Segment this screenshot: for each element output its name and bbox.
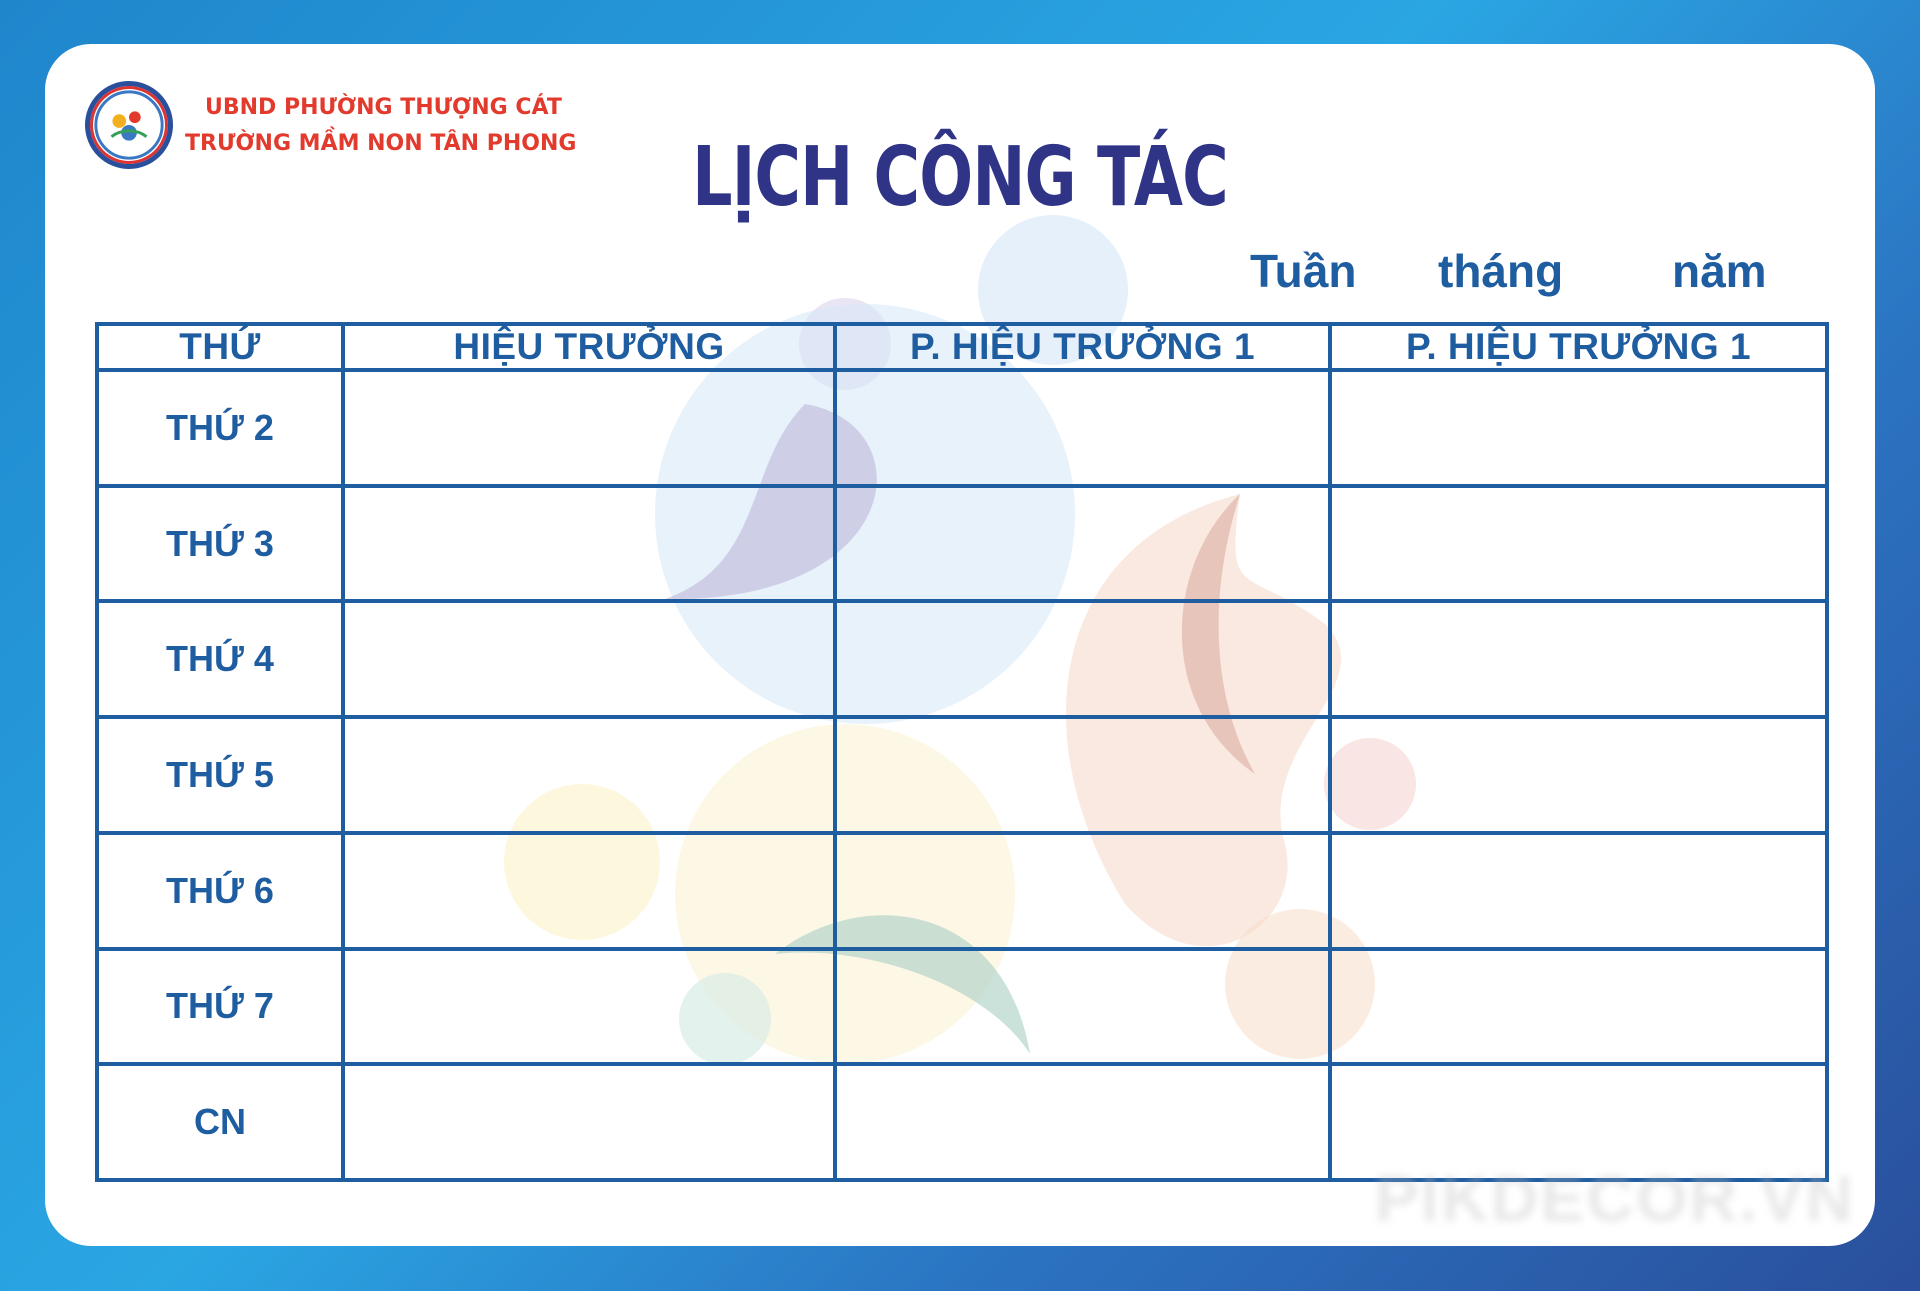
table-row: [97, 370, 1827, 486]
schedule-cell: [835, 370, 1330, 486]
schedule-cell: [835, 601, 1330, 717]
page-title: LỊCH CÔNG TÁC: [692, 130, 1228, 225]
day-label: THỨ 5: [97, 717, 343, 833]
table-row: [97, 833, 1827, 949]
schedule-cell: [1330, 370, 1827, 486]
org-line-2: TRƯỜNG MẦM NON TÂN PHONG: [185, 131, 577, 156]
schedule-cell: [343, 833, 835, 949]
schedule-cell: [1330, 949, 1827, 1065]
day-label: THỨ 6: [97, 833, 343, 949]
schedule-cell: [343, 486, 835, 602]
schedule-cell: [835, 1064, 1330, 1180]
column-header-vice-principal-2: P. HIỆU TRƯỞNG 1: [1330, 324, 1827, 370]
table-row: [97, 949, 1827, 1065]
schedule-cell: [835, 486, 1330, 602]
schedule-cell: [835, 833, 1330, 949]
schedule-cell: [1330, 833, 1827, 949]
table-header-row: [97, 324, 1827, 370]
school-logo: [85, 81, 173, 169]
schedule-cell: [343, 717, 835, 833]
week-label: Tuần: [1250, 245, 1357, 297]
table-row: [97, 601, 1827, 717]
schedule-cell: [343, 601, 835, 717]
org-line-1: UBND PHƯỜNG THƯỢNG CÁT: [205, 95, 562, 120]
schedule-cell: [343, 949, 835, 1065]
schedule-cell: [343, 1064, 835, 1180]
schedule-cell: [1330, 601, 1827, 717]
day-label: THỨ 7: [97, 949, 343, 1065]
schedule-cell: [835, 949, 1330, 1065]
day-label: THỨ 4: [97, 601, 343, 717]
watermark: PIKDECOR.VN: [1374, 1161, 1855, 1235]
table-row: [97, 717, 1827, 833]
schedule-cell: [835, 717, 1330, 833]
day-label: CN: [97, 1064, 343, 1180]
day-label: THỨ 3: [97, 486, 343, 602]
day-label: THỨ 2: [97, 370, 343, 486]
schedule-cell: [1330, 717, 1827, 833]
school-logo-icon: [90, 86, 168, 164]
schedule-board: [45, 44, 1875, 1246]
schedule-cell: [1330, 486, 1827, 602]
schedule-table: [95, 322, 1829, 1182]
year-label: năm: [1672, 245, 1767, 297]
column-header-day: THỨ: [97, 324, 343, 370]
schedule-cell: [343, 370, 835, 486]
column-header-principal: HIỆU TRƯỞNG: [343, 324, 835, 370]
month-label: tháng: [1438, 245, 1564, 297]
column-header-vice-principal-1: P. HIỆU TRƯỞNG 1: [835, 324, 1330, 370]
table-row: [97, 486, 1827, 602]
